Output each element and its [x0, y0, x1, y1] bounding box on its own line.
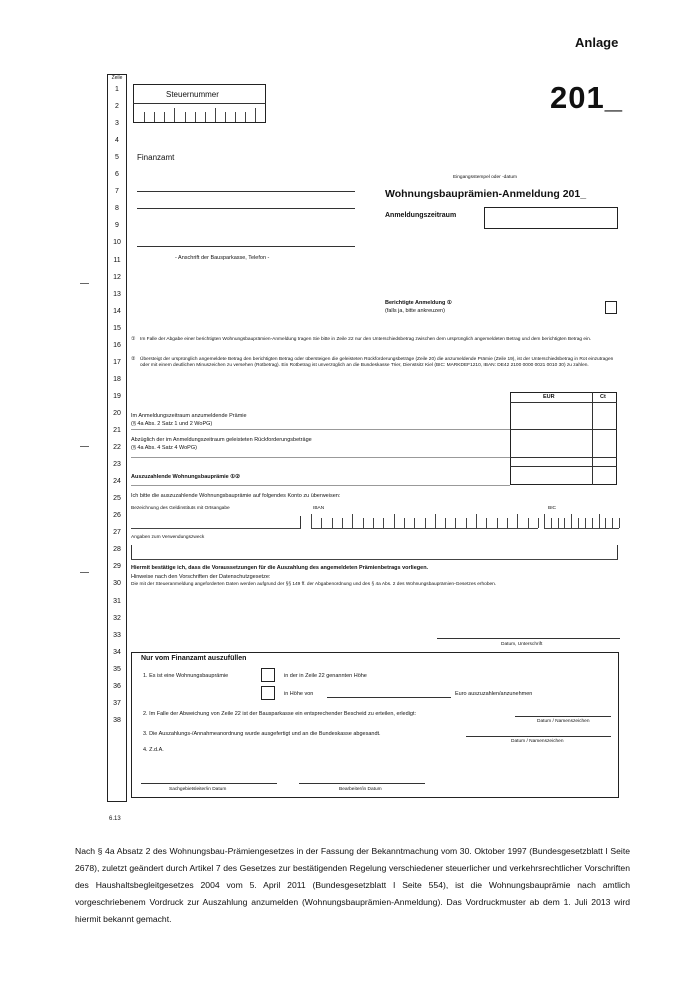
- comb-separator: [599, 514, 600, 528]
- amount-row-line: [510, 466, 617, 467]
- comb-separator: [538, 518, 539, 528]
- comb-separator: [528, 518, 529, 528]
- row-number: 35: [113, 665, 121, 673]
- comb-separator: [517, 514, 518, 528]
- comb-separator: [352, 514, 353, 528]
- note-15-marker: ①: [131, 337, 136, 342]
- note-15: Im Falle der Abgabe einer berichtigten Wohnungsbauprämien-Anmeldung tragen Sie bitte in Zeile 22 nur den Unterschiedsbetrag zwischen dem ursprünglich angemeldeten Betrag und dem berichtigten Betrag ein.: [140, 337, 592, 342]
- comb-separator: [605, 518, 606, 528]
- berichtigte-label: Berichtigte Anmeldung ①: [385, 300, 452, 306]
- comb-separator: [507, 518, 508, 528]
- row-number: 19: [113, 392, 121, 400]
- form-title: Wohnungsbauprämien-Anmeldung 201_: [385, 188, 587, 200]
- address-line[interactable]: [137, 208, 355, 209]
- row-number: 1: [115, 86, 119, 93]
- anmeldungszeitraum-label: Anmeldungszeitraum: [385, 212, 457, 219]
- r27-confirmation: Hiermit bestätige ich, dass die Voraussetzungen für die Auszahlung des angemeldeten Prämienbetrags vorliegen.: [131, 565, 429, 571]
- sachgebiet-sign-line[interactable]: [141, 783, 277, 784]
- fa-r32-checkbox[interactable]: [261, 668, 275, 682]
- r19-ref: (§ 4a Abs. 2 Satz 1 und 2 WoPG): [131, 421, 213, 427]
- fa-r35-text: 3. Die Auszahlungs-/Annahmeanordnung wurde ausgefertigt und an die Bundeskasse abgesandt.: [143, 731, 381, 737]
- row-number: 10: [113, 239, 121, 247]
- bank-name-label: Bezeichnung des Geldinstituts mit Ortsangabe: [131, 506, 230, 511]
- amount-22-eur[interactable]: [511, 467, 592, 485]
- form-number: 201_: [550, 80, 623, 115]
- berichtigte-hint: (falls ja, bitte ankreuzen): [385, 308, 445, 314]
- row-number: 31: [113, 597, 121, 605]
- bic-input[interactable]: [544, 512, 619, 529]
- comb-separator: [225, 112, 226, 122]
- row-number: 5: [115, 154, 119, 162]
- zeile-label: Zeile: [111, 75, 123, 81]
- fa-r33-suffix: Euro auszuzahlen/anzunehmen: [455, 691, 533, 697]
- row-separator: [131, 429, 510, 430]
- fa-r34-sign-line[interactable]: [515, 716, 611, 717]
- comb-separator: [255, 108, 256, 122]
- row-number: 6: [115, 171, 119, 179]
- comb-separator: [544, 514, 545, 528]
- comb-separator: [321, 518, 322, 528]
- iban-label: IBAN: [313, 506, 325, 511]
- fa-r35-sign-line[interactable]: [466, 736, 611, 737]
- comb-separator: [394, 514, 395, 528]
- verwendungszweck-label: Angaben zum Verwendungszweck: [131, 535, 205, 540]
- fold-mark: [80, 283, 89, 284]
- datum-unterschrift-label: Datum, Unterschrift: [501, 642, 543, 647]
- row-number: 25: [113, 495, 121, 503]
- verwendungszweck-input[interactable]: [131, 542, 618, 560]
- row-number: 26: [113, 512, 121, 520]
- row-number: 32: [113, 614, 121, 622]
- row-number: 16: [113, 341, 121, 349]
- row-number: 37: [113, 699, 121, 707]
- comb-separator: [435, 514, 436, 528]
- comb-separator: [445, 518, 446, 528]
- comb-separator: [245, 112, 246, 122]
- row-number: 23: [113, 461, 121, 469]
- row-number: 14: [113, 307, 121, 315]
- comb-separator: [619, 518, 620, 528]
- comb-separator: [404, 518, 405, 528]
- fa-r33-checkbox[interactable]: [261, 686, 275, 700]
- comb-separator: [466, 518, 467, 528]
- steuernummer-label: Steuernummer: [166, 90, 219, 99]
- row-number: 8: [115, 205, 119, 213]
- fa-r36-text: 4. Z.d.A.: [143, 747, 164, 753]
- fa-r33-prefix: in Höhe von: [284, 691, 314, 697]
- datenschutz-text: Die mit der Steueranmeldung angeforderten Daten werden aufgrund der §§ 149 ff. der Abgabenordnung und des § 4a Abs. 2 des Wohnungsbauprämien-Gesetzes erhoben.: [131, 582, 497, 587]
- fold-mark: [80, 572, 89, 573]
- anlage-label: Anlage: [575, 35, 619, 50]
- comb-separator: [363, 518, 364, 528]
- r20-ref: (§ 4a Abs. 4 Satz 4 WoPG): [131, 445, 197, 451]
- comb-separator: [311, 514, 312, 528]
- row-number: 18: [113, 375, 121, 383]
- row-number: 22: [113, 444, 121, 452]
- row-separator: [131, 485, 510, 486]
- comb-separator: [578, 518, 579, 528]
- row-number: 21: [113, 427, 121, 434]
- fold-mark: [80, 446, 89, 447]
- comb-separator: [486, 518, 487, 528]
- footer-paragraph: Nach § 4a Absatz 2 des Wohnungsbau-Prämiengesetzes in der Fassung der Bekanntmachung vom 30. Oktober 1997 (Bundesgesetzblatt I Seite 2678), zuletzt geändert durch Artikel 7 des Gesetzes zur bestätigenden Regelung verschiedener steuerlicher und verkehrsrechtlicher Vorschriften des Haushaltsbegleitgesetzes 2004 vom 5. April 2011 (Bundesgesetzblatt I Seite 554), ist die Wohnungsbauprämie nach amtlich vorgeschriebenem Vordruck zur Auszahlung anzumelden (Wohnungsbauprämien-Anmeldung). Das Vordruckmuster ab dem 1. Juli 2013 wird hiermit bekannt gemacht.: [75, 846, 630, 924]
- r19-label: Im Anmeldungszeitraum anzumeldende Prämie: [131, 413, 247, 419]
- r20-label: Abzüglich der im Anmeldungszeitraum geleisteten Rückforderungsbeträge: [131, 437, 312, 443]
- comb-separator: [476, 514, 477, 528]
- row-number: 9: [115, 222, 119, 230]
- comb-separator: [571, 514, 572, 528]
- verwendungszweck-end: [617, 545, 618, 559]
- comb-separator: [185, 112, 186, 122]
- datenschutz-title: Hinweise nach den Vorschriften der Datenschutzgesetze:: [131, 574, 271, 580]
- amount-row-line: [510, 457, 617, 458]
- anschrift-label: - Anschrift der Bausparkasse, Telefon -: [175, 255, 270, 261]
- fa-r34-text: 2. Im Falle der Abweichung von Zeile 22 ist der Bausparkasse ein entsprechender Bescheid zu erteilen, erledigt:: [143, 711, 417, 717]
- r22-label: Auszuzahlende Wohnungsbauprämie ①②: [131, 474, 241, 480]
- amount-19-eur[interactable]: [511, 403, 592, 429]
- row-number: 7: [115, 188, 119, 196]
- row-number: 28: [113, 546, 121, 554]
- comb-separator: [455, 518, 456, 528]
- bearbeiter-sign-line[interactable]: [299, 783, 425, 784]
- amount-20-ct[interactable]: [593, 430, 617, 457]
- comb-separator: [373, 518, 374, 528]
- comb-separator: [205, 112, 206, 122]
- comb-separator: [342, 518, 343, 528]
- iban-input[interactable]: [311, 512, 538, 529]
- note-16: Übersteigt der ursprünglich angemeldete Betrag den berichtigten Betrag oder übersteigen die geleisteten Rückforderungsbeträge (Zeile 20) die anzumeldende Prämie (Zeile 19), ist der Unterschiedsbetrag in Rot einzutragen oder mit einem deutlichen Minuszeichen zu versehen (Rotbetrag). Ein Rotbetrag ist unverzüglich an die Bundeskasse Trier, Dienstsitz Kiel (BIC: MARKDEF1210, IBAN: DE42 2100 0000 0021 0010 30) zu zahlen.: [140, 357, 614, 368]
- comb-separator: [144, 112, 145, 122]
- comb-separator: [425, 518, 426, 528]
- comb-separator: [164, 112, 165, 122]
- eingangsstempel-label: Eingangsstempel oder -datum: [453, 175, 517, 180]
- steuernummer-input[interactable]: [134, 104, 265, 122]
- row-number-column: [107, 74, 127, 802]
- r23-label: Ich bitte die auszuzahlende Wohnungsbauprämie auf folgendes Konto zu überweisen:: [131, 493, 341, 499]
- row-number: 13: [113, 290, 121, 298]
- bearbeiter-label: Bearbeiter/in Datum: [339, 787, 382, 792]
- verwendungszweck-start: [131, 545, 132, 559]
- comb-separator: [585, 518, 586, 528]
- row-separator: [131, 457, 510, 458]
- row-number: 11: [113, 256, 121, 264]
- berichtigte-checkbox[interactable]: [605, 301, 617, 314]
- row-number: 36: [113, 682, 121, 690]
- bic-label: BIC: [548, 506, 556, 511]
- row-number: 33: [113, 631, 121, 639]
- comb-separator: [154, 112, 155, 122]
- fa-r34-datum-label: Datum / Namenszeichen: [537, 719, 590, 724]
- bank-name-end: [300, 516, 301, 528]
- row-number: 3: [115, 120, 119, 128]
- comb-separator: [414, 518, 415, 528]
- amount-22-ct[interactable]: [593, 467, 617, 485]
- row-number: 29: [113, 563, 121, 571]
- comb-separator: [551, 518, 552, 528]
- fa-r35-datum-label: Datum / Namenszeichen: [511, 739, 564, 744]
- signature-line[interactable]: [437, 638, 620, 639]
- bank-name-input[interactable]: [131, 513, 301, 529]
- row-number: 4: [115, 137, 119, 145]
- comb-separator: [383, 518, 384, 528]
- row-number: 38: [113, 716, 121, 724]
- row-number: 17: [113, 358, 121, 366]
- comb-separator: [564, 518, 565, 528]
- amount-20-eur[interactable]: [511, 430, 592, 457]
- comb-separator: [558, 518, 559, 528]
- fa-r33-amount-input[interactable]: [327, 697, 451, 698]
- comb-separator: [497, 518, 498, 528]
- anmeldungszeitraum-input[interactable]: [484, 207, 618, 229]
- comb-separator: [174, 108, 175, 122]
- row-number: 27: [113, 529, 121, 537]
- fa-r32-suffix: in der in Zeile 22 genannten Höhe: [284, 673, 367, 679]
- comb-separator: [332, 518, 333, 528]
- row-number: 20: [113, 409, 121, 417]
- comb-separator: [235, 112, 236, 122]
- row-number: 24: [113, 478, 121, 486]
- comb-separator: [592, 518, 593, 528]
- comb-separator: [612, 518, 613, 528]
- row-number: 30: [113, 580, 121, 588]
- row-number: 34: [113, 648, 121, 656]
- sachgebiet-label: Sachgebietsleiter/in Datum: [169, 787, 227, 792]
- address-line[interactable]: [137, 246, 355, 247]
- row-number: 2: [115, 103, 119, 111]
- amount-19-ct[interactable]: [593, 403, 617, 429]
- row-number: 12: [113, 273, 121, 281]
- comb-separator: [195, 112, 196, 122]
- fa-r32-label: 1. Es ist eine Wohnungsbauprämie: [143, 673, 229, 679]
- address-line[interactable]: [137, 191, 355, 192]
- row-number: 15: [113, 324, 121, 332]
- finanzamt-section-title: Nur vom Finanzamt auszufüllen: [141, 655, 247, 662]
- comb-separator: [215, 108, 216, 122]
- form-code: 6.13: [109, 816, 121, 822]
- col-eur: EUR: [543, 394, 555, 400]
- finanzamt-label: Finanzamt: [137, 153, 175, 162]
- note-16-marker: ②: [131, 357, 136, 362]
- col-ct: Ct: [600, 394, 606, 400]
